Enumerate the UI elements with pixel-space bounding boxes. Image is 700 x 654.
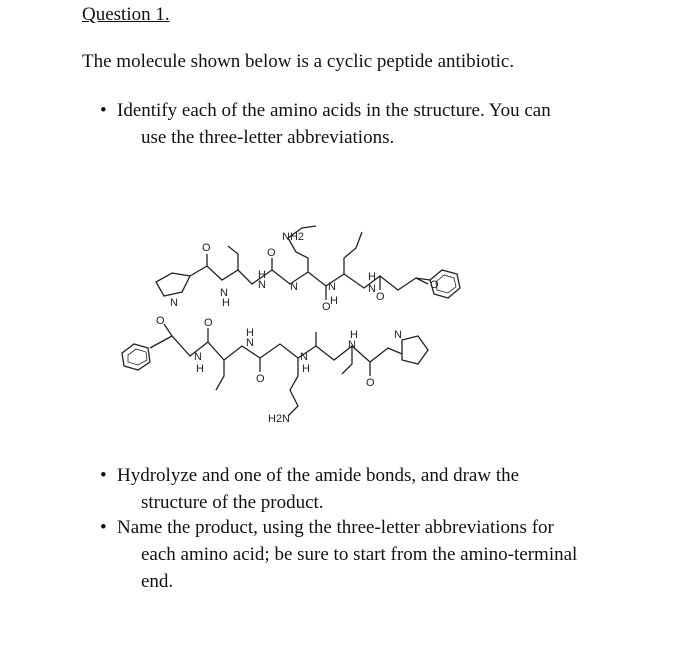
bullet-name-line2: each amino acid; be sure to start from the amino-terminal xyxy=(141,544,578,565)
n-label: N xyxy=(368,283,376,295)
n-label: N xyxy=(300,351,308,363)
intro-text: The molecule shown below is a cyclic peptide antibiotic. xyxy=(82,51,515,72)
bullet-identify-line1: Identify each of the amino acids in the structure. You can xyxy=(117,100,551,121)
o-label: O xyxy=(156,315,165,327)
bullet-dot: • xyxy=(100,465,107,486)
bullet-dot: • xyxy=(100,100,107,121)
n-label: N xyxy=(348,339,356,351)
bullet-name-line1: Name the product, using the three-letter abbreviations for xyxy=(117,517,554,538)
bullet-hydrolyze xyxy=(100,462,620,516)
h-label: H xyxy=(246,327,254,339)
bullet-identify-line2: use the three-letter abbreviations. xyxy=(141,127,395,148)
n-label: N xyxy=(246,337,254,349)
h-label: H xyxy=(368,271,376,283)
o-label: O xyxy=(202,242,211,254)
h2n-label-bottom: H2N xyxy=(268,413,291,425)
nh2-label-top: NH2 xyxy=(282,231,305,243)
question-title: Question 1. xyxy=(82,4,170,25)
cyclic-peptide-structure xyxy=(112,218,484,436)
o-label: O xyxy=(366,377,375,389)
bullet-hydrolyze-line2: structure of the product. xyxy=(141,492,324,513)
bullet-name-product xyxy=(100,514,620,595)
o-label: O xyxy=(376,291,385,303)
h-label: H xyxy=(330,295,338,307)
n-label: N xyxy=(290,281,298,293)
h-label: H xyxy=(196,363,204,375)
bullet-hydrolyze-line1: Hydrolyze and one of the amide bonds, and draw the xyxy=(117,465,520,486)
o-label: O xyxy=(204,317,213,329)
proline-ring-right xyxy=(402,336,428,364)
n-label: N xyxy=(394,329,402,341)
o-label: O xyxy=(322,301,331,313)
o-label: O xyxy=(256,373,265,385)
bullet-identify xyxy=(100,97,610,151)
h-label: H xyxy=(350,329,358,341)
n-label: N xyxy=(220,287,228,299)
n-label: N xyxy=(170,297,178,309)
h-label: H xyxy=(302,363,310,375)
o-label: O xyxy=(267,247,276,259)
phenyl-ring-left xyxy=(122,344,150,370)
n-label: N xyxy=(258,279,266,291)
proline-ring-left xyxy=(156,273,190,296)
bullet-name-line3: end. xyxy=(141,571,174,592)
bullet-dot: • xyxy=(100,517,107,538)
o-label: O xyxy=(430,279,439,291)
h-label: H xyxy=(258,269,266,281)
n-label: N xyxy=(194,351,202,363)
h-label: H xyxy=(222,297,230,309)
n-label: N xyxy=(328,281,336,293)
